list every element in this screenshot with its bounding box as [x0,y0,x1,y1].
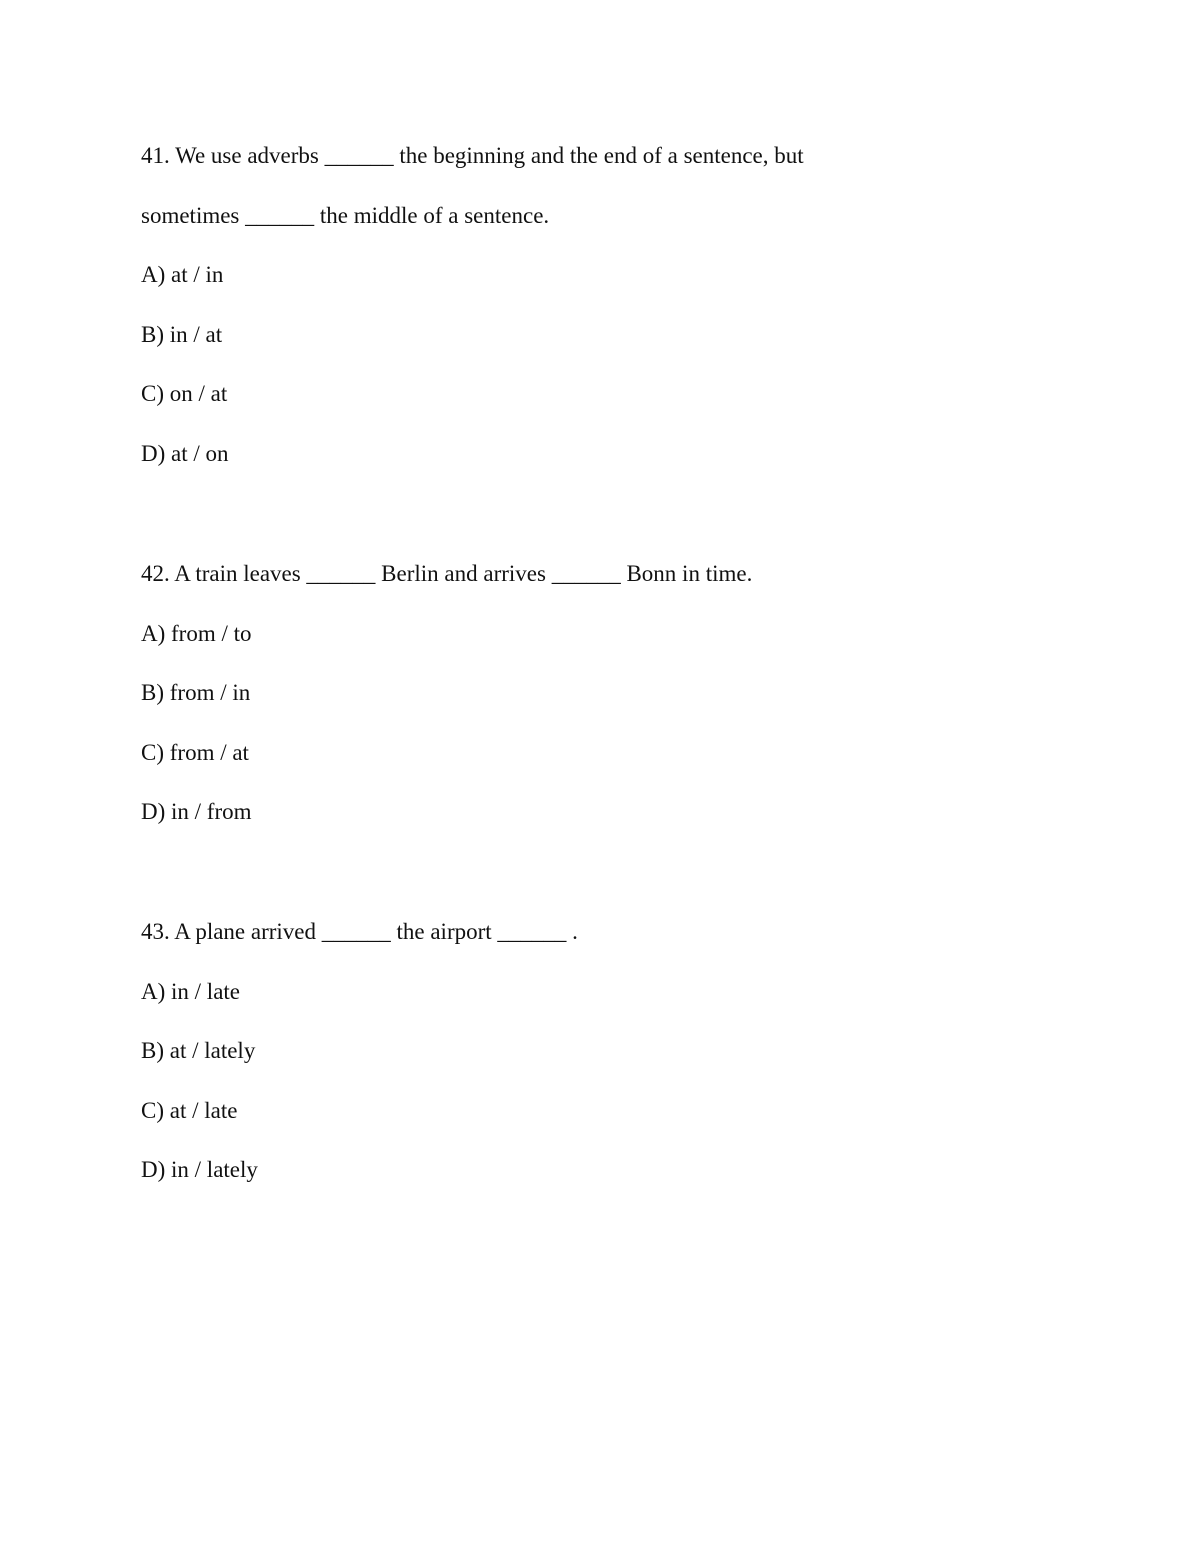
answer-option-a: A) at / in [141,262,224,288]
question-41 [141,141,1041,499]
answer-option-b: B) from / in [141,680,251,706]
answer-option-c: C) at / late [141,1097,238,1123]
answer-option-c: C) from / at [141,739,249,765]
answer-option-d: D) in / from [141,799,252,825]
question-text: sometimes ______ the middle of a sentence. [141,202,550,228]
answer-option-a: A) from / to [141,620,252,646]
question-42 [141,559,1041,857]
answer-option-b: B) in / at [141,321,223,347]
answer-option-d: D) at / on [141,440,229,466]
question-43 [141,917,1041,1215]
answer-option-a: A) in / late [141,978,240,1004]
answer-option-d: D) in / lately [141,1157,258,1183]
question-text: 42. A train leaves ______ Berlin and arrives ______ Bonn in time. [141,561,753,586]
answer-option-c: C) on / at [141,381,228,407]
answer-option-b: B) at / lately [141,1038,256,1064]
question-text: 43. A plane arrived ______ the airport ______ . [141,919,578,944]
question-text: 41. We use adverbs ______ the beginning and the end of a sentence, but [141,143,804,168]
